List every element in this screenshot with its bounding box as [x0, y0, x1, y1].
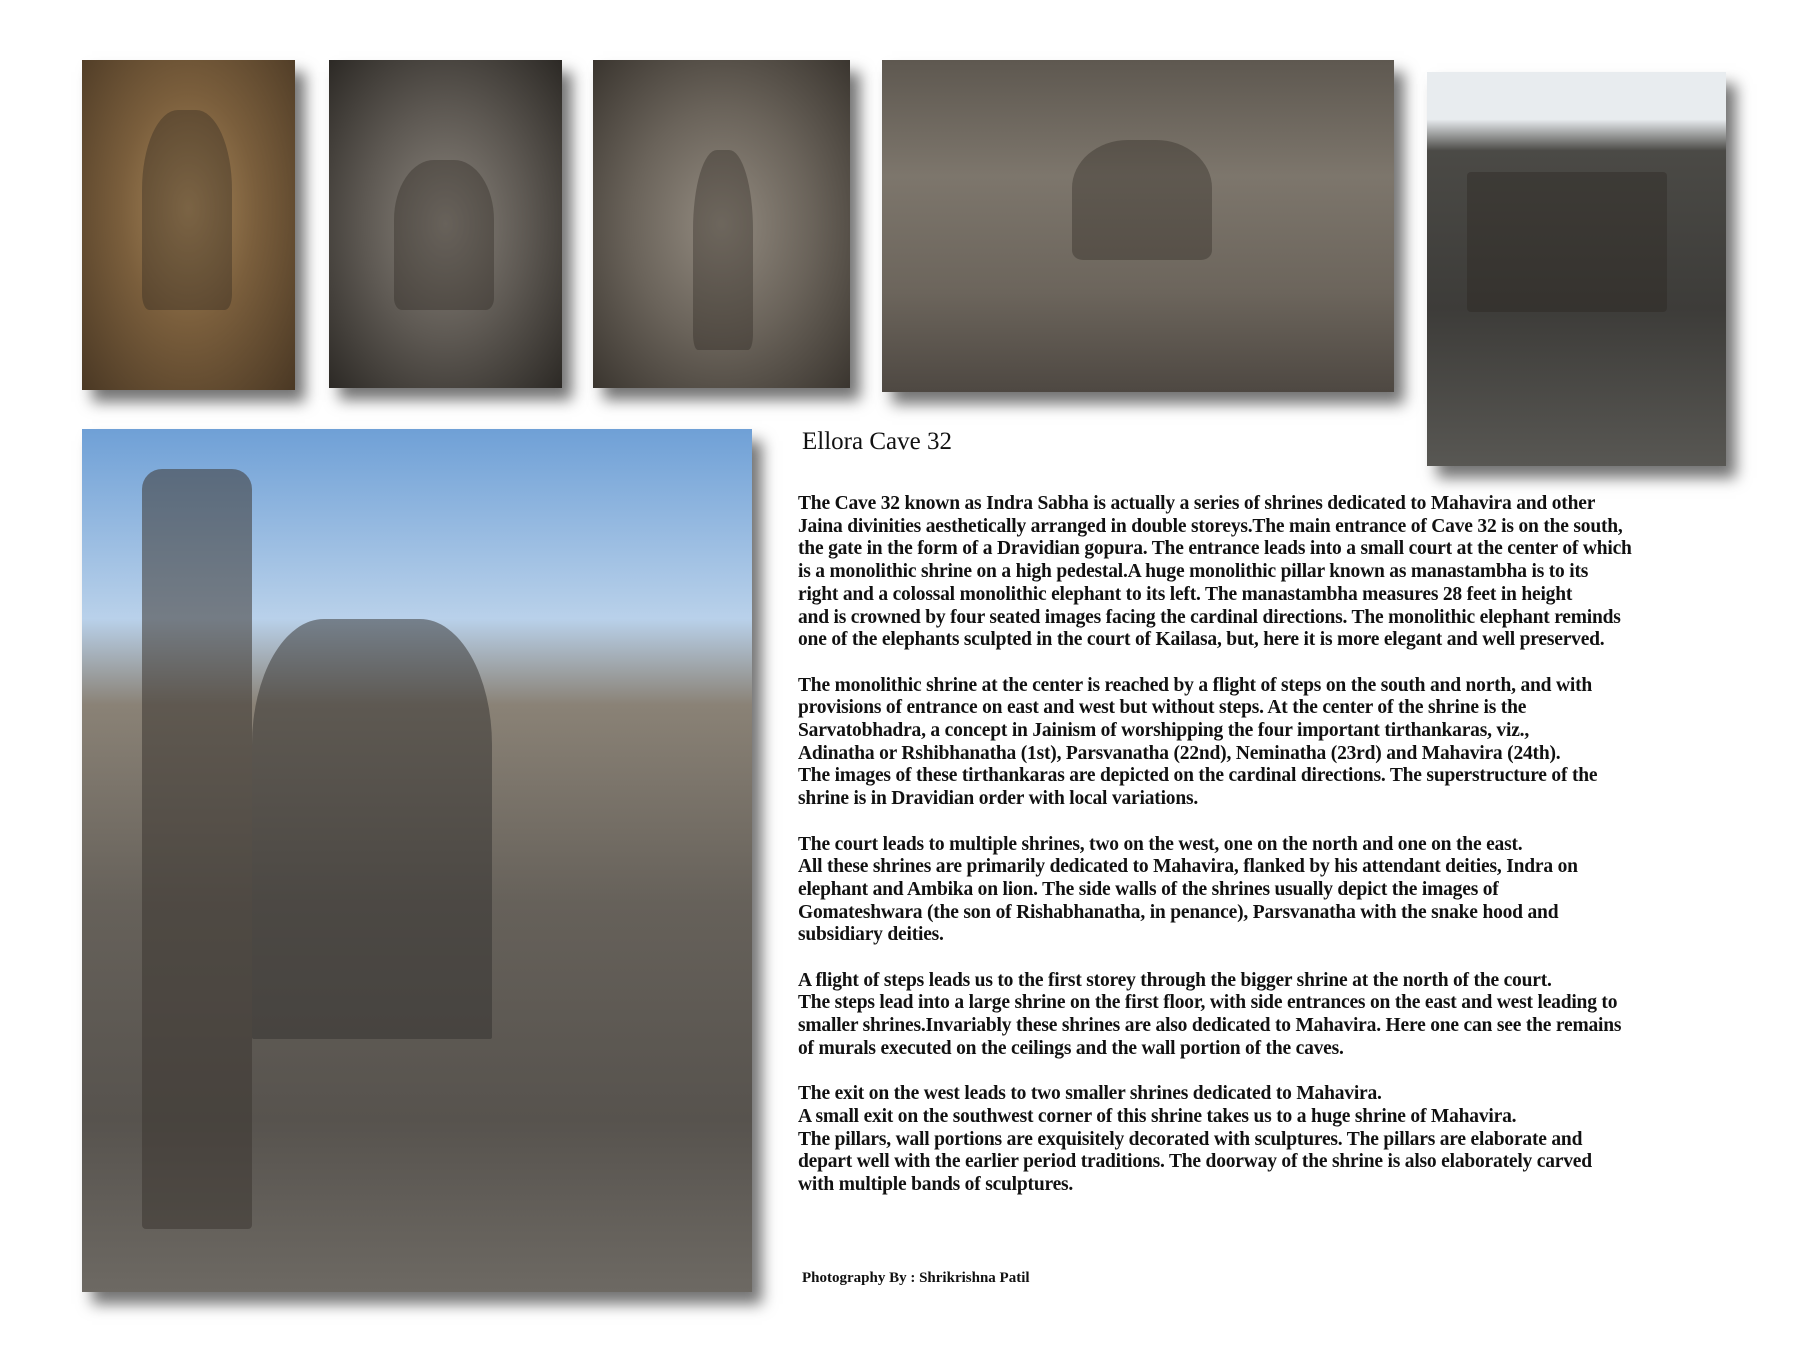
paragraph-line: The images of these tirthankaras are depicted on the cardinal directions. The superstructure of the — [798, 765, 1598, 787]
paragraph — [798, 1083, 1632, 1197]
paragraph-line: subsidiary deities. — [798, 924, 944, 946]
paragraph-line: The exit on the west leads to two smaller shrines dedicated to Mahavira. — [798, 1083, 1382, 1105]
paragraph-line: of murals executed on the ceilings and the wall portion of the caves. — [798, 1037, 1344, 1059]
paragraph-line: with multiple bands of sculptures. — [798, 1174, 1074, 1196]
paragraph-line: and is crowned by four seated images facing the cardinal directions. The monolithic elephant reminds — [798, 606, 1621, 628]
photo-standing-tirthankara — [593, 60, 850, 388]
paragraph-line: depart well with the earlier period traditions. The doorway of the shrine is also elaborately carved — [798, 1151, 1592, 1173]
photo-manastambha-courtyard — [82, 429, 752, 1292]
paragraph-line: the gate in the form of a Dravidian gopura. The entrance leads into a small court at the center of which — [798, 538, 1632, 560]
paragraph-line: provisions of entrance on east and west but without steps. At the center of the shrine is the — [798, 697, 1527, 719]
paragraph-line: The Cave 32 known as Indra Sabha is actually a series of shrines dedicated to Mahavira and other — [798, 493, 1596, 514]
paragraph-line: smaller shrines.Invariably these shrines are also dedicated to Mahavira. Here one can see the remains — [798, 1015, 1622, 1037]
paragraph-line: The pillars, wall portions are exquisitely decorated with sculptures. The pillars are elaborate and — [798, 1128, 1583, 1150]
photo-carved-deity-relief — [82, 60, 295, 390]
article-body — [798, 493, 1632, 1219]
paragraph-line: Sarvatobhadra, a concept in Jainism of worshipping the four important tirthankaras, viz., — [798, 720, 1530, 742]
paragraph-line: shrine is in Dravidian order with local variations. — [798, 788, 1199, 810]
paragraph-line: A small exit on the southwest corner of this shrine takes us to a huge shrine of Mahavira. — [798, 1105, 1517, 1127]
paragraph-line: A flight of steps leads us to the first storey through the bigger shrine at the north of the court. — [798, 969, 1552, 991]
paragraph — [798, 675, 1632, 811]
paragraph — [798, 493, 1632, 652]
paragraph-line: The steps lead into a large shrine on the first floor, with side entrances on the east and west leading to — [798, 992, 1618, 1014]
paragraph-line: right and a colossal monolithic elephant to its left. The manastambha measures 28 feet in height — [798, 583, 1573, 605]
paragraph-line: Jaina divinities aesthetically arranged in double storeys.The main entrance of Cave 32 is on the south, — [798, 515, 1623, 537]
paragraph — [798, 834, 1632, 948]
photo-seated-tirthankara — [329, 60, 562, 388]
paragraph-line: one of the elephants sculpted in the court of Kailasa, but, here it is more elegant and well preserved. — [798, 629, 1605, 651]
photo-credit: Photography By : Shrikrishna Patil — [802, 1270, 1030, 1286]
paragraph-line: elephant and Ambika on lion. The side walls of the shrines usually depict the images of — [798, 878, 1499, 900]
paragraph — [798, 970, 1632, 1061]
paragraph-line: All these shrines are primarily dedicated to Mahavira, flanked by his attendant deities, Indra on — [798, 856, 1578, 878]
paragraph-line: Adinatha or Rshibhanatha (1st), Parsvanatha (22nd), Neminatha (23rd) and Mahavira (24th). — [798, 742, 1561, 764]
paragraph-line: The monolithic shrine at the center is reached by a flight of steps on the south and north, and with — [798, 674, 1593, 696]
page-title: Ellora Cave 32 — [802, 428, 952, 455]
photo-shrine-entrance — [1427, 72, 1726, 466]
paragraph-line: Gomateshwara (the son of Rishabhanatha, in penance), Parsvanatha with the snake hood and — [798, 901, 1559, 923]
paragraph-line: The court leads to multiple shrines, two on the west, one on the north and one on the east. — [798, 833, 1523, 855]
paragraph-line: is a monolithic shrine on a high pedestal.A huge monolithic pillar known as manastambha is to its — [798, 561, 1589, 583]
photo-frieze-relief — [882, 60, 1394, 392]
